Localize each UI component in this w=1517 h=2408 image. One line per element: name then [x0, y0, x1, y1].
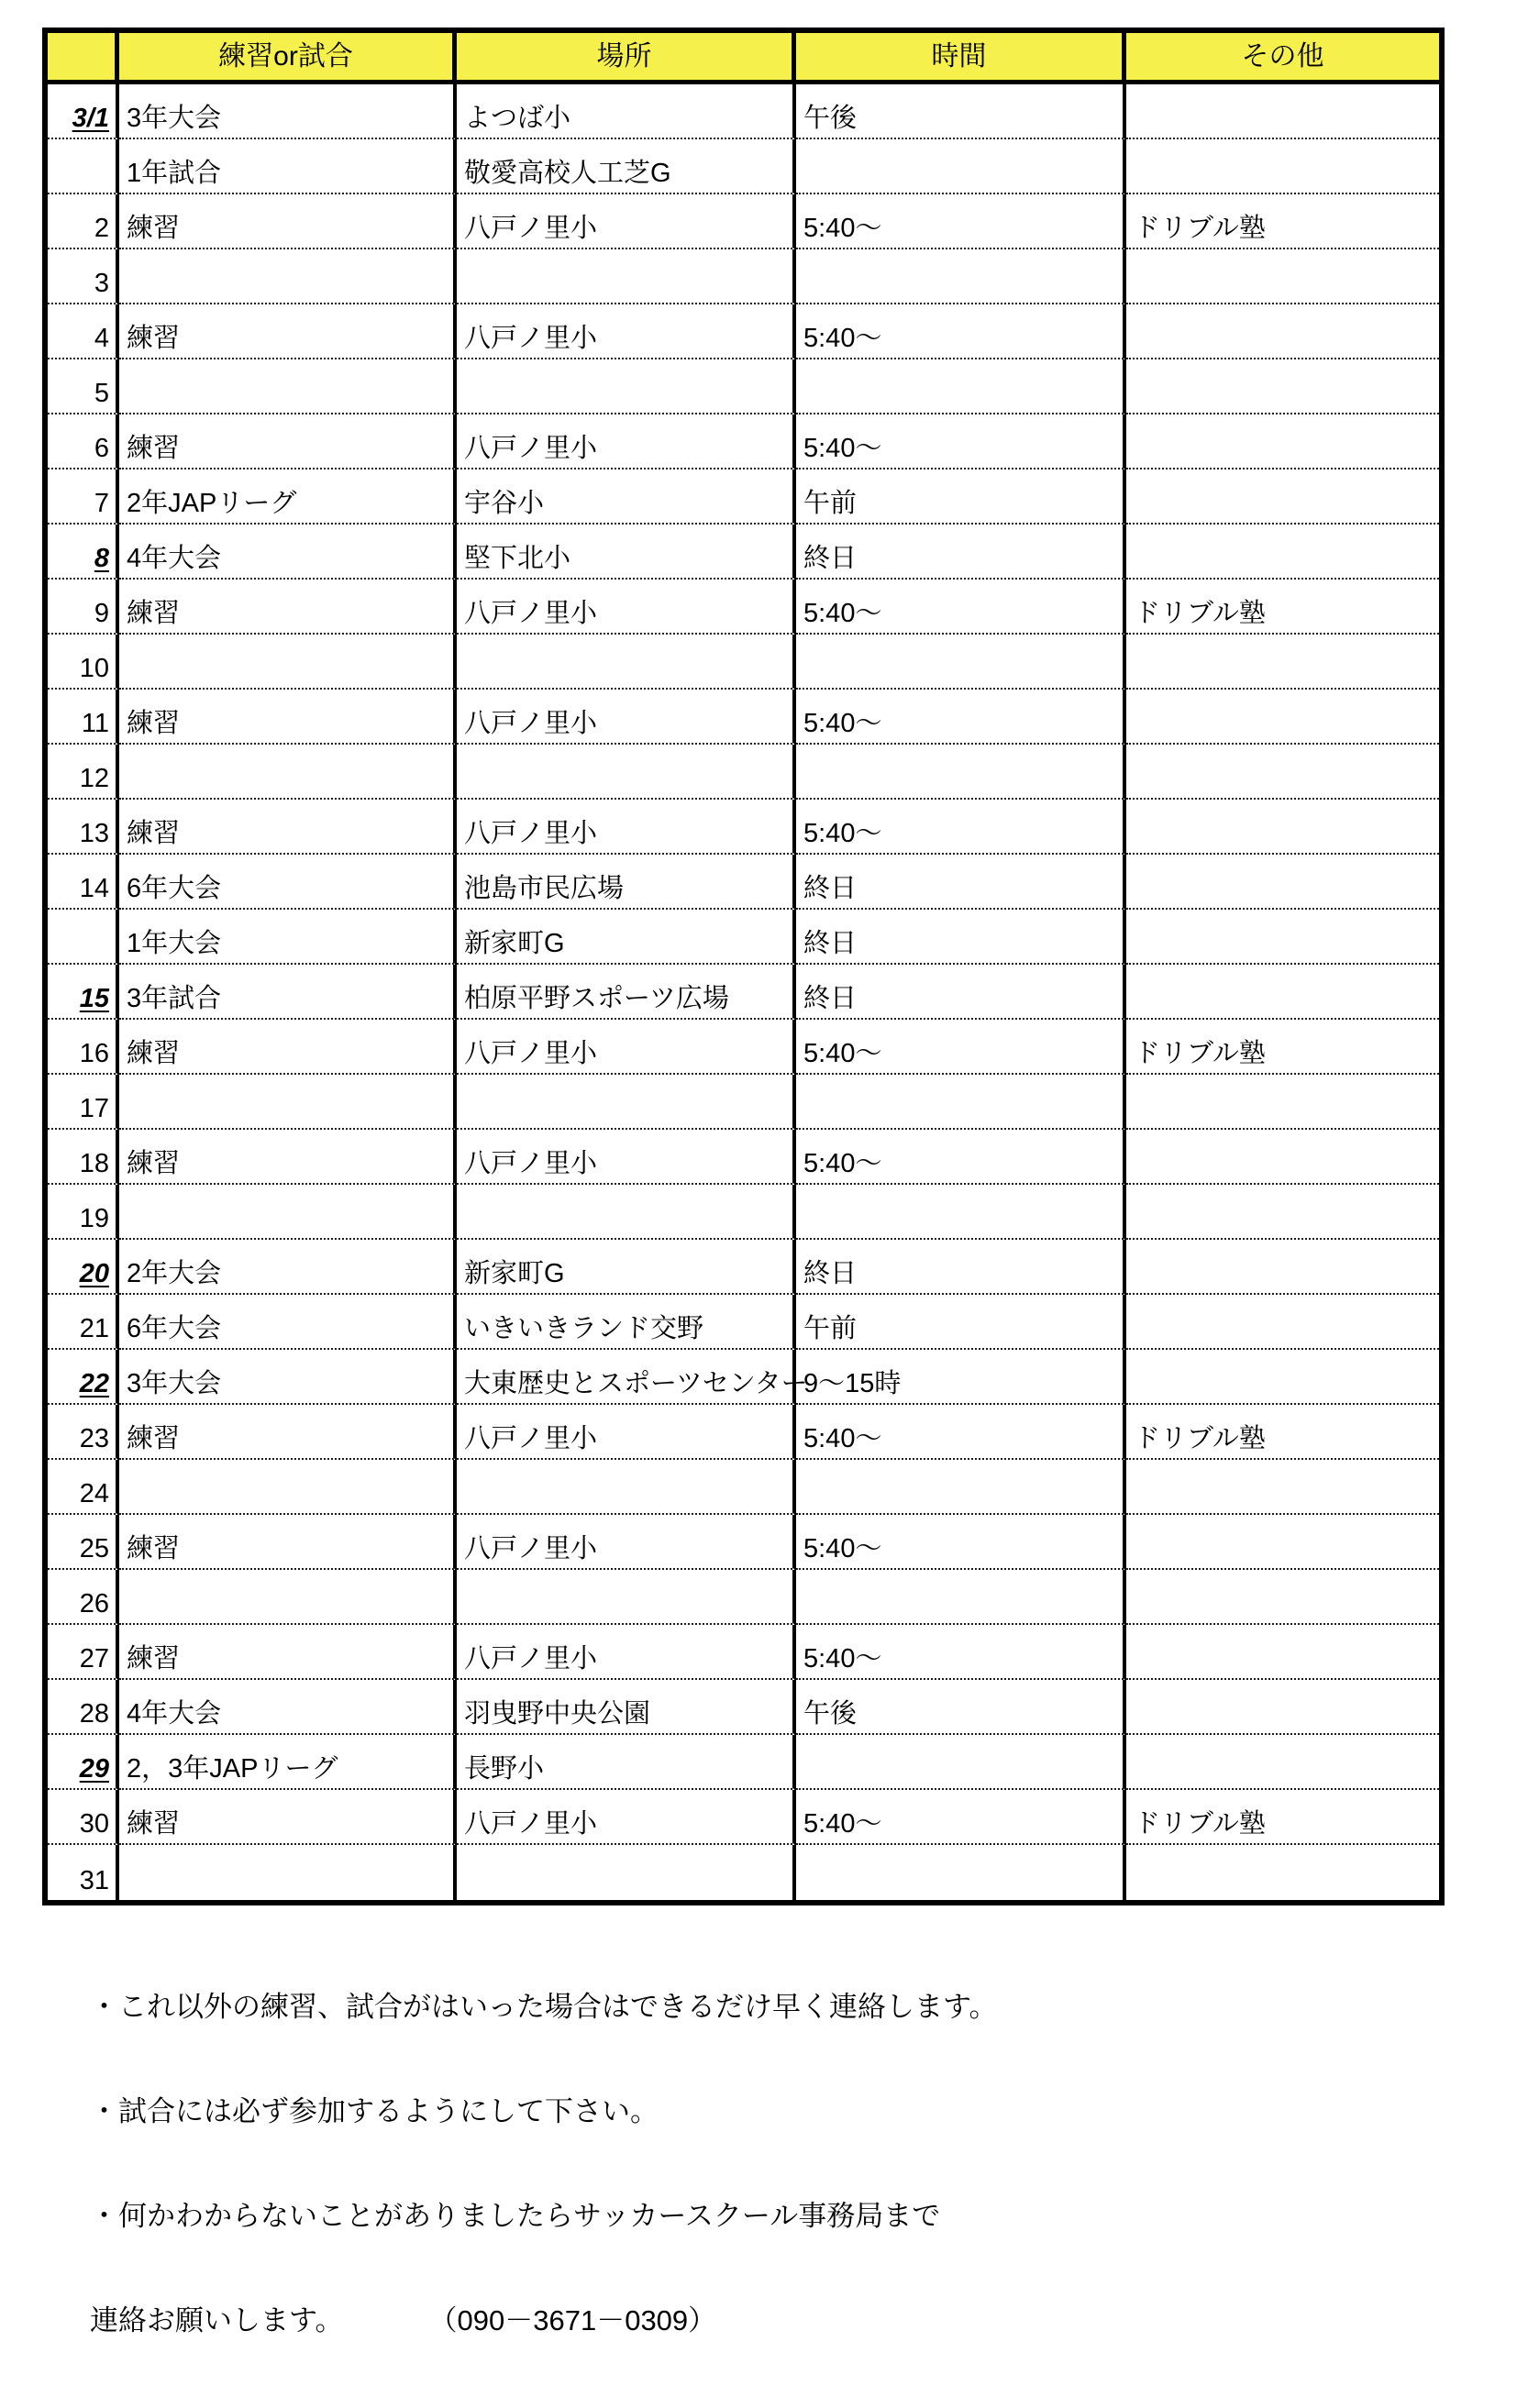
time-cell: 5:40～ [796, 800, 1126, 855]
time-cell: 午前 [796, 469, 1126, 525]
table-row [48, 1240, 1439, 1295]
event-cell: 練習 [119, 1515, 457, 1570]
table-row [48, 249, 1439, 304]
place-cell [457, 745, 796, 800]
note-cell [1126, 1680, 1439, 1735]
footer-note-line: ・何かわからないことがありましたらサッカースクール事務局まで [90, 2200, 941, 2232]
table-row [48, 800, 1439, 855]
place-cell: 敬愛高校人工芝G [457, 139, 796, 194]
event-cell: 6年大会 [119, 855, 457, 910]
time-cell [796, 635, 1126, 690]
event-cell [119, 635, 457, 690]
footer-notes [90, 1920, 998, 2408]
place-cell: 長野小 [457, 1735, 796, 1790]
time-cell: 9～15時 [796, 1350, 1126, 1405]
time-cell: 5:40～ [796, 690, 1126, 745]
place-cell: 八戸ノ里小 [457, 1020, 796, 1075]
time-cell [796, 745, 1126, 800]
note-cell [1126, 469, 1439, 525]
table-row [48, 690, 1439, 745]
date-cell [48, 910, 119, 965]
event-cell: 3年試合 [119, 965, 457, 1020]
date-cell: 28 [48, 1680, 119, 1735]
footer-note-line: 連絡お願いします。 （090－3671－0309） [90, 2304, 717, 2336]
table-row [48, 1020, 1439, 1075]
table-row [48, 1735, 1439, 1790]
time-cell: 終日 [796, 910, 1126, 965]
table-row [48, 1845, 1439, 1900]
event-cell [119, 249, 457, 304]
header-cell-other: その他 [1126, 33, 1439, 84]
event-cell: 練習 [119, 800, 457, 855]
note-cell [1126, 1735, 1439, 1790]
table-row [48, 525, 1439, 580]
place-cell: 八戸ノ里小 [457, 414, 796, 469]
note-cell [1126, 1130, 1439, 1185]
time-cell: 5:40～ [796, 194, 1126, 249]
place-cell: 八戸ノ里小 [457, 1625, 796, 1680]
date-cell: 30 [48, 1790, 119, 1845]
table-row [48, 194, 1439, 249]
date-cell: 15 [48, 965, 119, 1020]
place-cell [457, 249, 796, 304]
time-cell: 終日 [796, 525, 1126, 580]
note-cell [1126, 525, 1439, 580]
date-cell: 14 [48, 855, 119, 910]
table-row [48, 580, 1439, 635]
note-cell [1126, 745, 1439, 800]
time-cell [796, 1570, 1126, 1625]
place-cell: 羽曳野中央公園 [457, 1680, 796, 1735]
place-cell [457, 635, 796, 690]
event-cell: 練習 [119, 1020, 457, 1075]
event-cell: 2年大会 [119, 1240, 457, 1295]
table-row [48, 414, 1439, 469]
place-cell: 八戸ノ里小 [457, 690, 796, 745]
date-cell: 3 [48, 249, 119, 304]
time-cell: 5:40～ [796, 414, 1126, 469]
time-cell: 5:40～ [796, 1020, 1126, 1075]
event-cell: 練習 [119, 1405, 457, 1460]
date-cell: 24 [48, 1460, 119, 1515]
note-cell [1126, 800, 1439, 855]
table-row [48, 1350, 1439, 1405]
event-cell: 練習 [119, 1790, 457, 1845]
event-cell: 練習 [119, 1625, 457, 1680]
note-cell: ドリブル塾 [1126, 580, 1439, 635]
table-row [48, 304, 1439, 359]
date-cell: 6 [48, 414, 119, 469]
time-cell [796, 249, 1126, 304]
time-cell: 午前 [796, 1295, 1126, 1350]
time-cell [796, 1075, 1126, 1130]
event-cell: 4年大会 [119, 525, 457, 580]
place-cell [457, 359, 796, 414]
place-cell: 大東歴史とスポーツセンター [457, 1350, 796, 1405]
date-cell: 4 [48, 304, 119, 359]
table-row [48, 1570, 1439, 1625]
place-cell: 八戸ノ里小 [457, 800, 796, 855]
date-cell: 9 [48, 580, 119, 635]
table-row [48, 1625, 1439, 1680]
date-cell: 11 [48, 690, 119, 745]
footer-note-line: ・試合には必ず参加するようにして下さい。 [90, 2095, 659, 2127]
note-cell [1126, 965, 1439, 1020]
header-cell-time: 時間 [796, 33, 1126, 84]
header-cell-date [48, 33, 119, 84]
place-cell: よつば小 [457, 84, 796, 139]
table-row [48, 1460, 1439, 1515]
event-cell: 3年大会 [119, 84, 457, 139]
place-cell [457, 1185, 796, 1240]
note-cell [1126, 910, 1439, 965]
place-cell: 堅下北小 [457, 525, 796, 580]
table-row [48, 1515, 1439, 1570]
note-cell [1126, 855, 1439, 910]
event-cell: 練習 [119, 1130, 457, 1185]
note-cell [1126, 139, 1439, 194]
event-cell [119, 1460, 457, 1515]
place-cell: 柏原平野スポーツ広場 [457, 965, 796, 1020]
date-cell: 23 [48, 1405, 119, 1460]
note-cell: ドリブル塾 [1126, 1020, 1439, 1075]
date-cell: 16 [48, 1020, 119, 1075]
place-cell: 八戸ノ里小 [457, 1515, 796, 1570]
time-cell: 午後 [796, 1680, 1126, 1735]
note-cell [1126, 1460, 1439, 1515]
event-cell: 3年大会 [119, 1350, 457, 1405]
note-cell [1126, 304, 1439, 359]
time-cell: 終日 [796, 1240, 1126, 1295]
place-cell [457, 1845, 796, 1900]
schedule-table [42, 28, 1445, 1905]
time-cell: 5:40～ [796, 1130, 1126, 1185]
event-cell: 練習 [119, 194, 457, 249]
table-row [48, 635, 1439, 690]
table-row [48, 1075, 1439, 1130]
table-row [48, 1790, 1439, 1845]
date-cell: 7 [48, 469, 119, 525]
table-row [48, 745, 1439, 800]
note-cell [1126, 249, 1439, 304]
note-cell [1126, 1075, 1439, 1130]
note-cell [1126, 1240, 1439, 1295]
table-header-row [48, 33, 1439, 84]
note-cell: ドリブル塾 [1126, 1405, 1439, 1460]
time-cell [796, 139, 1126, 194]
time-cell: 5:40～ [796, 1405, 1126, 1460]
time-cell: 終日 [796, 965, 1126, 1020]
date-cell: 5 [48, 359, 119, 414]
table-row [48, 84, 1439, 139]
table-row [48, 469, 1439, 525]
time-cell [796, 1845, 1126, 1900]
footer-note-line: ・これ以外の練習、試合がはいった場合はできるだけ早く連絡します。 [90, 1991, 998, 2023]
note-cell [1126, 359, 1439, 414]
date-cell: 13 [48, 800, 119, 855]
event-cell: 1年大会 [119, 910, 457, 965]
date-cell: 22 [48, 1350, 119, 1405]
place-cell: いきいきランド交野 [457, 1295, 796, 1350]
table-row [48, 1295, 1439, 1350]
note-cell: ドリブル塾 [1126, 194, 1439, 249]
note-cell [1126, 1845, 1439, 1900]
place-cell: 八戸ノ里小 [457, 1790, 796, 1845]
event-cell: 4年大会 [119, 1680, 457, 1735]
place-cell [457, 1570, 796, 1625]
note-cell [1126, 1295, 1439, 1350]
note-cell [1126, 1625, 1439, 1680]
note-cell [1126, 1185, 1439, 1240]
note-cell [1126, 1515, 1439, 1570]
place-cell: 八戸ノ里小 [457, 1130, 796, 1185]
time-cell: 5:40～ [796, 1790, 1126, 1845]
place-cell: 宇谷小 [457, 469, 796, 525]
schedule-rows [48, 84, 1439, 1900]
time-cell: 5:40～ [796, 1625, 1126, 1680]
place-cell: 八戸ノ里小 [457, 1405, 796, 1460]
date-cell: 25 [48, 1515, 119, 1570]
event-cell [119, 1845, 457, 1900]
date-cell: 29 [48, 1735, 119, 1790]
time-cell: 5:40～ [796, 580, 1126, 635]
event-cell [119, 1185, 457, 1240]
event-cell [119, 745, 457, 800]
date-cell: 19 [48, 1185, 119, 1240]
place-cell: 池島市民広場 [457, 855, 796, 910]
date-cell: 26 [48, 1570, 119, 1625]
event-cell [119, 1570, 457, 1625]
time-cell [796, 1185, 1126, 1240]
place-cell: 新家町G [457, 1240, 796, 1295]
date-cell: 20 [48, 1240, 119, 1295]
time-cell [796, 359, 1126, 414]
place-cell: 八戸ノ里小 [457, 304, 796, 359]
event-cell: 2年JAPリーグ [119, 469, 457, 525]
table-row [48, 359, 1439, 414]
date-cell: 2 [48, 194, 119, 249]
event-cell: 6年大会 [119, 1295, 457, 1350]
table-row [48, 139, 1439, 194]
place-cell [457, 1075, 796, 1130]
note-cell [1126, 414, 1439, 469]
date-cell: 31 [48, 1845, 119, 1900]
place-cell [457, 1460, 796, 1515]
event-cell: 1年試合 [119, 139, 457, 194]
time-cell [796, 1460, 1126, 1515]
date-cell [48, 139, 119, 194]
note-cell: ドリブル塾 [1126, 1790, 1439, 1845]
place-cell: 八戸ノ里小 [457, 194, 796, 249]
time-cell: 5:40～ [796, 304, 1126, 359]
note-cell [1126, 635, 1439, 690]
table-row [48, 855, 1439, 910]
event-cell [119, 359, 457, 414]
table-row [48, 1405, 1439, 1460]
date-cell: 27 [48, 1625, 119, 1680]
header-cell-event: 練習or試合 [119, 33, 457, 84]
table-row [48, 1680, 1439, 1735]
date-cell: 18 [48, 1130, 119, 1185]
place-cell: 八戸ノ里小 [457, 580, 796, 635]
place-cell: 新家町G [457, 910, 796, 965]
table-row [48, 1130, 1439, 1185]
event-cell [119, 1075, 457, 1130]
table-row [48, 965, 1439, 1020]
note-cell [1126, 1350, 1439, 1405]
date-cell: 8 [48, 525, 119, 580]
date-cell: 10 [48, 635, 119, 690]
date-cell: 21 [48, 1295, 119, 1350]
time-cell: 終日 [796, 855, 1126, 910]
note-cell [1126, 84, 1439, 139]
date-cell: 3/1 [48, 84, 119, 139]
event-cell: 練習 [119, 690, 457, 745]
table-row [48, 910, 1439, 965]
event-cell: 練習 [119, 580, 457, 635]
date-cell: 17 [48, 1075, 119, 1130]
event-cell: 練習 [119, 304, 457, 359]
header-cell-place: 場所 [457, 33, 796, 84]
time-cell: 午後 [796, 84, 1126, 139]
time-cell: 5:40～ [796, 1515, 1126, 1570]
event-cell: 練習 [119, 414, 457, 469]
table-row [48, 1185, 1439, 1240]
event-cell: 2，3年JAPリーグ [119, 1735, 457, 1790]
note-cell [1126, 690, 1439, 745]
date-cell: 12 [48, 745, 119, 800]
time-cell [796, 1735, 1126, 1790]
note-cell [1126, 1570, 1439, 1625]
